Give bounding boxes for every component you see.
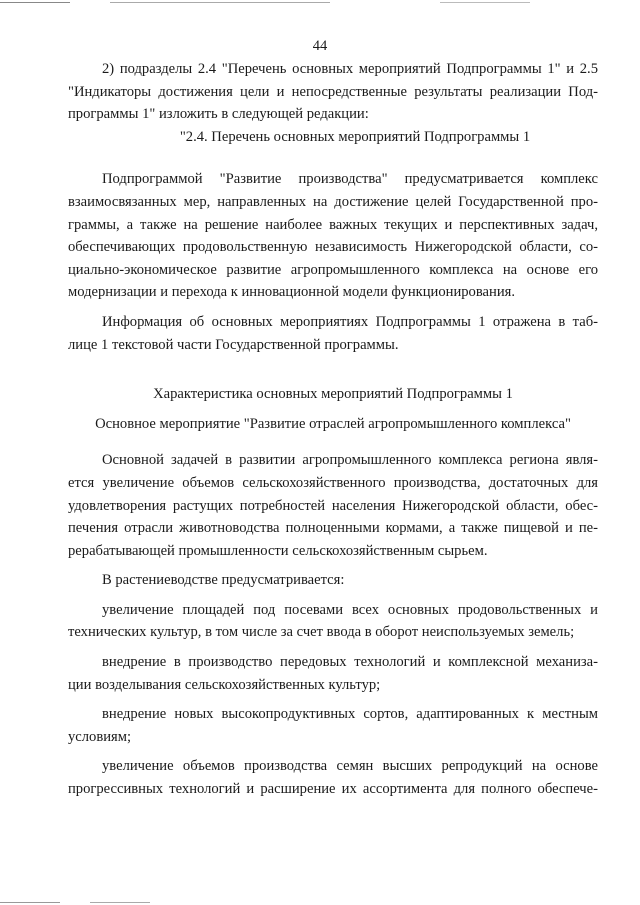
text-line: увеличение площадей под посевами всех основных продовольственных и — [102, 601, 598, 618]
paragraph-main-task — [68, 449, 598, 562]
characteristics-heading: Характеристика основных мероприятий Подпрограммы 1 — [153, 386, 513, 403]
text-line: внедрение новых высокопродуктивных сортов, адаптированных к местным — [102, 706, 598, 723]
text-line: взаимосвязанных мер, направленных на достижение целей Государственной про- — [68, 193, 598, 210]
text-line: программы 1" изложить в следующей редакции: — [68, 106, 369, 123]
scan-edge-bottom — [0, 902, 640, 903]
text-line: увеличение объемов производства семян высших репродукций на основе — [102, 758, 598, 775]
document-body — [68, 58, 598, 801]
text-line: граммы, а также на решение наиболее важных текущих и перспективных задач, — [68, 216, 598, 233]
list-item — [68, 651, 598, 696]
main-activity-heading: Основное мероприятие "Развитие отраслей агропромышленного комплекса" — [95, 415, 571, 432]
list-item — [68, 599, 598, 644]
scan-edge-top — [0, 2, 640, 3]
text-line: печения отрасли животноводства полноценными кормами, а также пищевой и пе- — [68, 520, 598, 537]
text-line: ется увеличение объемов сельскохозяйственного производства, достаточных для — [68, 474, 598, 491]
text-line: удовлетворения растущих потребностей населения Нижегородской области, обес- — [68, 497, 598, 514]
text-line: обеспечивающих продовольственную независимость Нижегородской области, со- — [68, 239, 598, 256]
crop-production-intro: В растениеводстве предусматривается: — [102, 572, 345, 589]
paragraph-information — [68, 311, 598, 356]
text-line: Подпрограммой "Развитие производства" предусматривается комплекс — [102, 171, 598, 188]
intro-paragraph — [68, 58, 598, 126]
text-line: 2) подразделы 2.4 "Перечень основных мероприятий Подпрограммы 1" и 2.5 — [102, 61, 598, 77]
section-heading: "2.4. Перечень основных мероприятий Подпрограммы 1 — [179, 128, 531, 145]
text-line: рерабатывающей промышленности сельскохозяйственным сырьем. — [68, 542, 488, 559]
text-line: внедрение в производство передовых технологий и комплексной механиза- — [102, 654, 598, 671]
text-line: модернизации и перехода к инновационной модели функционирования. — [68, 284, 516, 301]
text-line: лице 1 текстовой части Государственной программы. — [68, 336, 399, 353]
text-line: Информация об основных мероприятиях Подпрограммы 1 отражена в таб- — [102, 313, 598, 330]
text-line: "Индикаторы достижения цели и непосредственные результаты реализации Под- — [68, 83, 598, 100]
text-line: технических культур, в том числе за счет ввода в оборот неиспользуемых земель; — [68, 624, 575, 641]
text-line: ции возделывания сельскохозяйственных культур; — [68, 676, 381, 693]
text-line: условиям; — [68, 728, 132, 745]
text-line: прогрессивных технологий и расширение их ассортимента для полного обеспече- — [68, 781, 598, 798]
text-line: циально-экономическое развитие агропромышленного комплекса на основе его — [68, 261, 598, 278]
paragraph-subprogram — [68, 168, 598, 304]
page-number: 44 — [312, 38, 328, 54]
text-line: Основной задачей в развитии агропромышленного комплекса региона явля- — [102, 452, 598, 469]
list-item — [68, 703, 598, 748]
list-item — [68, 755, 598, 800]
